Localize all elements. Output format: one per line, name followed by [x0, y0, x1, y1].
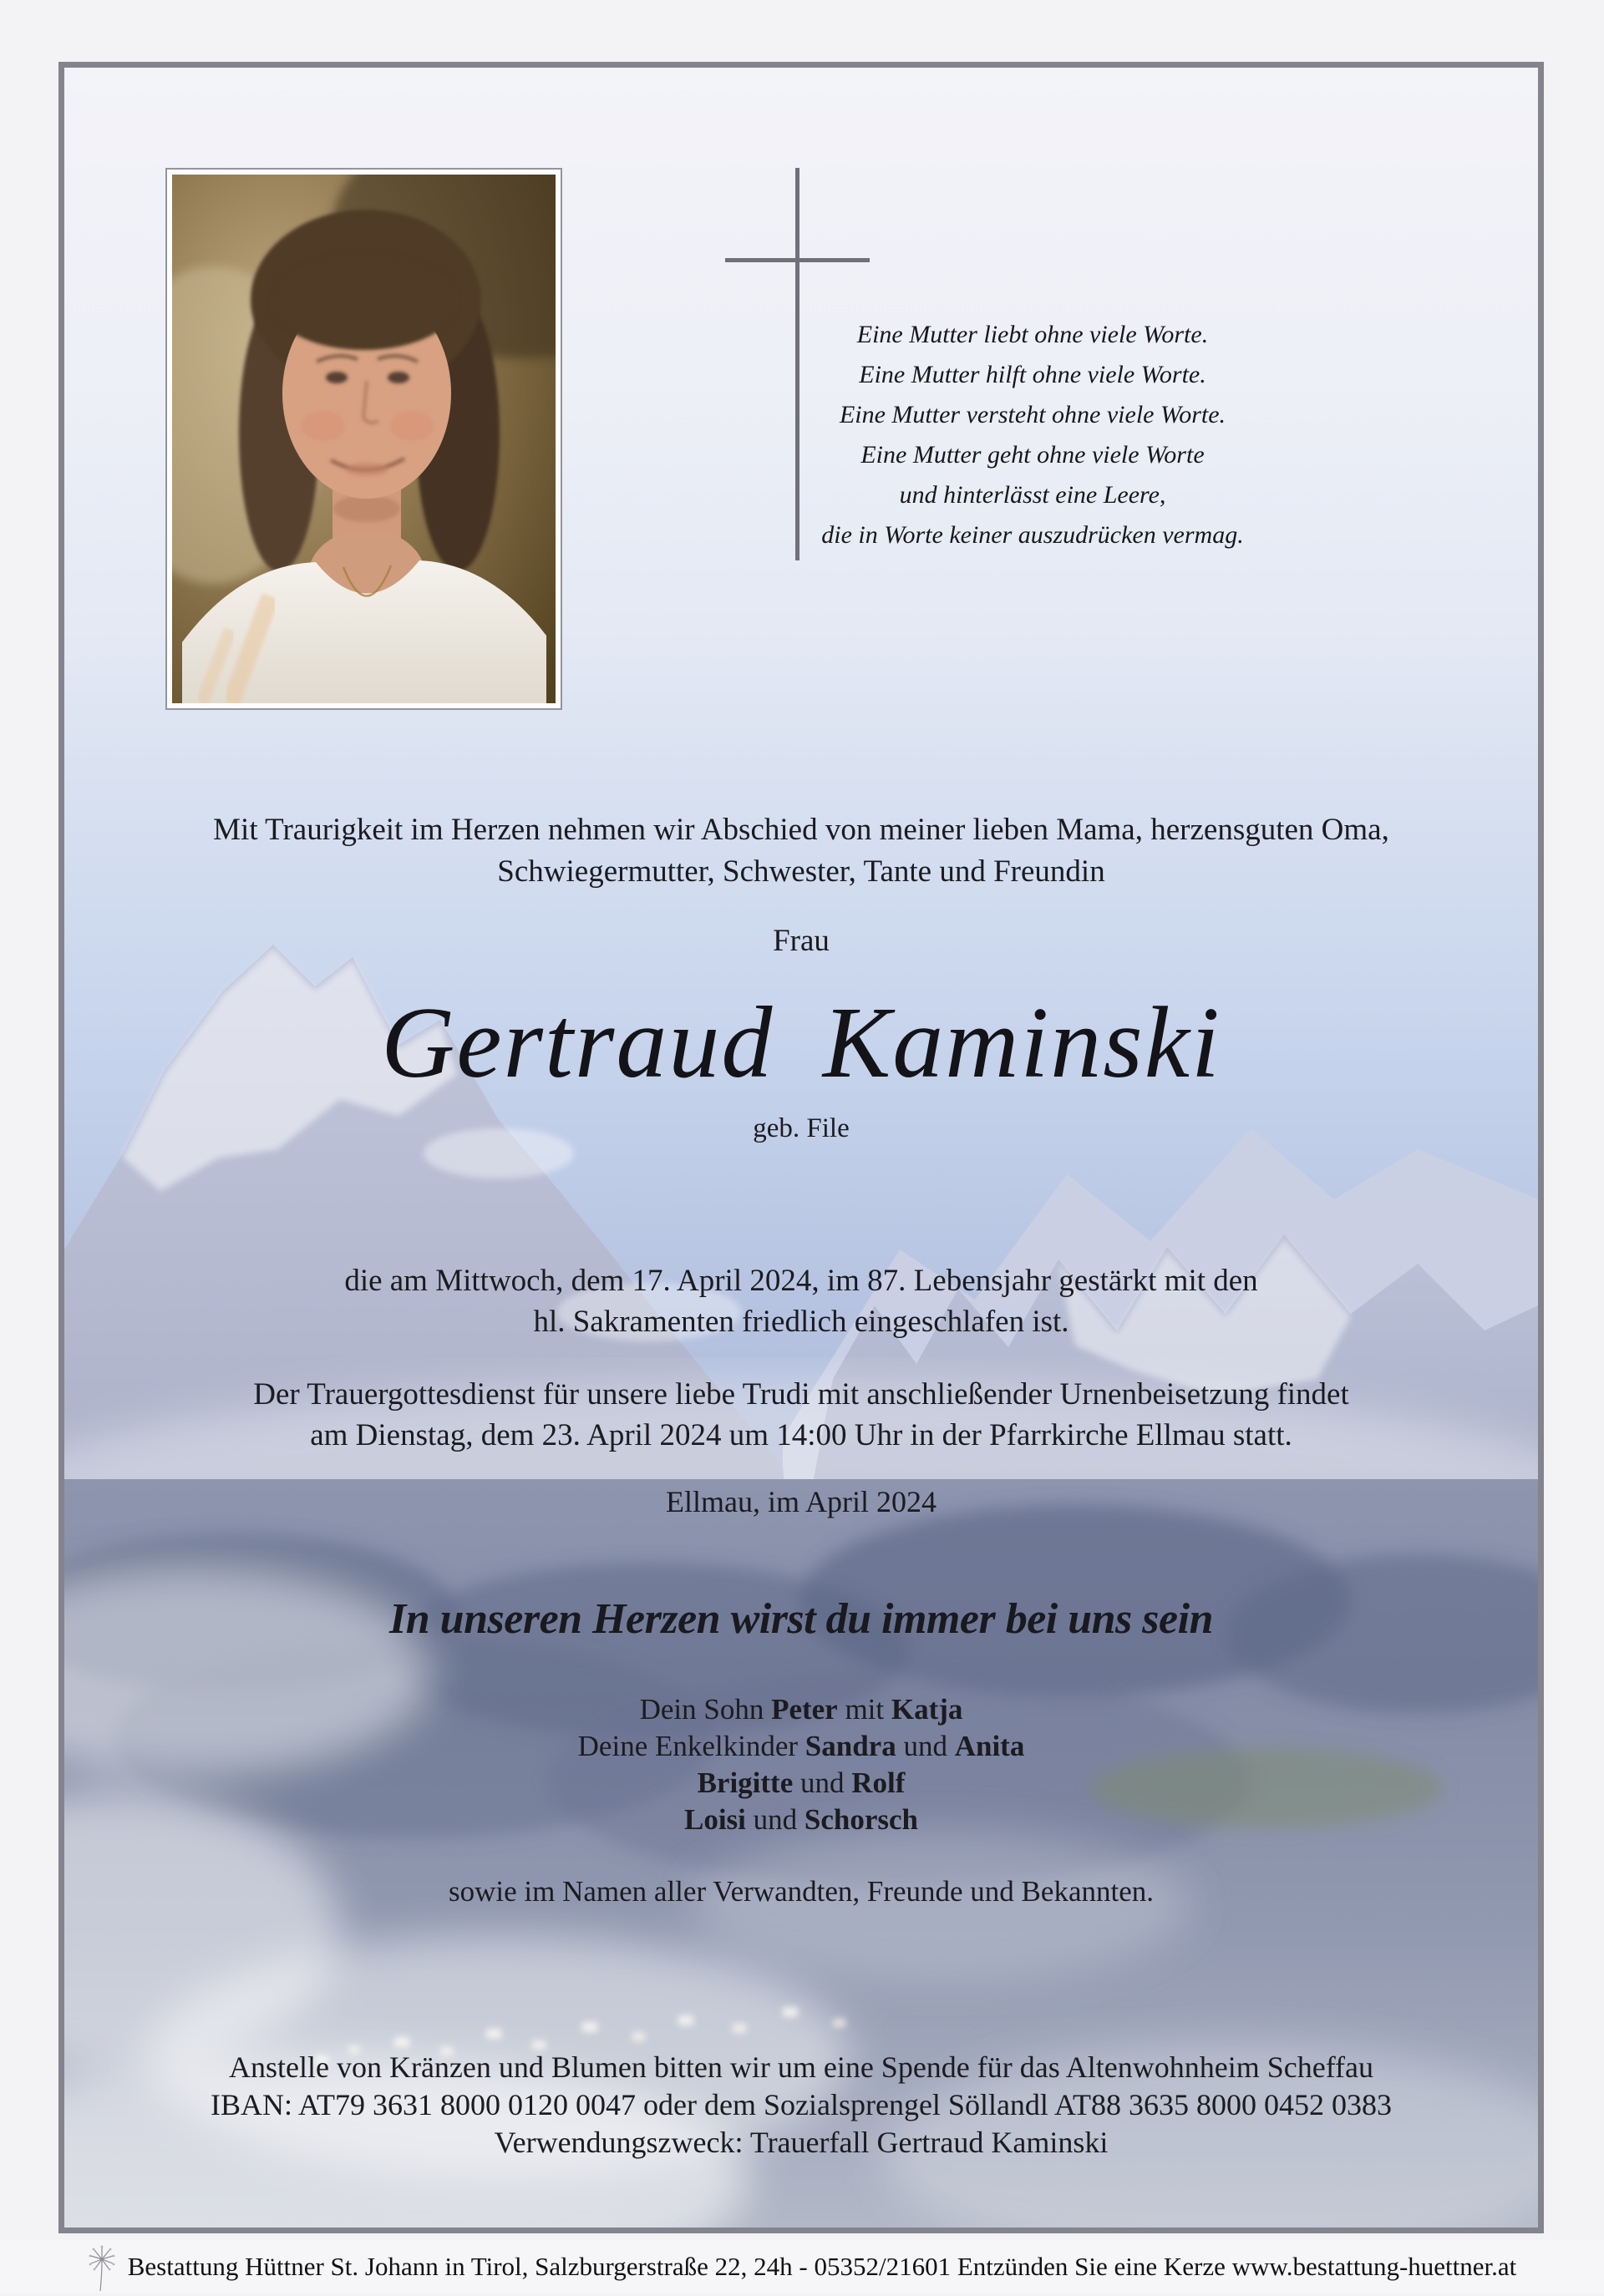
donation-info [64, 2049, 1538, 2162]
donation-line: IBAN: AT79 3631 8000 0120 0047 oder dem Sozialsprengel Söllandl AT88 3635 8000 0452 0383 [211, 2088, 1392, 2121]
maiden-name: geb. File [753, 1113, 850, 1143]
service-info-line: am Dienstag, dem 23. April 2024 um 14:00 Uhr in der Pfarrkirche Ellmau statt. [310, 1418, 1292, 1452]
poem-line: und hinterlässt eine Leere, [899, 481, 1166, 509]
poem-line: Eine Mutter hilft ohne viele Worte. [859, 361, 1206, 388]
introduction-line: Mit Traurigkeit im Herzen nehmen wir Abschied von meiner lieben Mama, herzensguten Oma, [213, 813, 1389, 847]
death-notice [64, 1260, 1538, 1342]
family-line: Loisi und Schorsch [683, 1803, 919, 1836]
poem-line: die in Worte keiner auszudrücken vermag. [821, 521, 1244, 549]
portrait-photo-frame [165, 168, 562, 710]
service-info [64, 1374, 1538, 1456]
poem-line: Eine Mutter geht ohne viele Worte [860, 441, 1205, 469]
family-list [64, 1691, 1538, 1838]
family-closing: sowie im Namen aller Verwandten, Freunde und Bekannten. [449, 1875, 1154, 1908]
portrait-photo [172, 175, 556, 703]
memorial-poem [698, 315, 1367, 555]
motto: In unseren Herzen wirst du immer bei uns sein [389, 1595, 1213, 1643]
deceased-name: Gertraud Kaminski [381, 986, 1221, 1099]
service-info-line: Der Trauergottesdienst für unsere liebe Trudi mit anschließender Urnenbeisetzung findet [253, 1377, 1349, 1412]
introduction-text [64, 809, 1538, 893]
poem-line: Eine Mutter liebt ohne viele Worte. [856, 321, 1209, 348]
family-line: Brigitte und Rolf [697, 1766, 906, 1799]
poem-line: Eine Mutter versteht ohne viele Worte. [839, 401, 1226, 428]
family-line: Deine Enkelkinder Sandra und Anita [577, 1730, 1025, 1762]
death-notice-line: die am Mittwoch, dem 17. April 2024, im 87. Lebensjahr gestärkt mit den [344, 1264, 1258, 1298]
dandelion-icon [88, 2241, 116, 2293]
obituary-card [58, 62, 1544, 2233]
funeral-home-footer [0, 2240, 1604, 2293]
death-notice-line: hl. Sakramenten friedlich eingeschlafen ist. [533, 1305, 1069, 1339]
family-line: Dein Sohn Peter mit Katja [639, 1693, 963, 1726]
dateline: Ellmau, im April 2024 [666, 1485, 937, 1518]
donation-line: Verwendungszweck: Trauerfall Gertraud Kaminski [494, 2126, 1109, 2159]
donation-line: Anstelle von Kränzen und Blumen bitten wir um eine Spende für das Altenwohnheim Scheffau [228, 2050, 1374, 2084]
salutation: Frau [773, 924, 830, 958]
footer-text: Bestattung Hüttner St. Johann in Tirol, Salzburgerstraße 22, 24h - 05352/21601 Entzünden Sie eine Kerze www.bestattung-huettner.at [127, 2252, 1517, 2281]
introduction-line: Schwiegermutter, Schwester, Tante und Freundin [497, 854, 1105, 889]
